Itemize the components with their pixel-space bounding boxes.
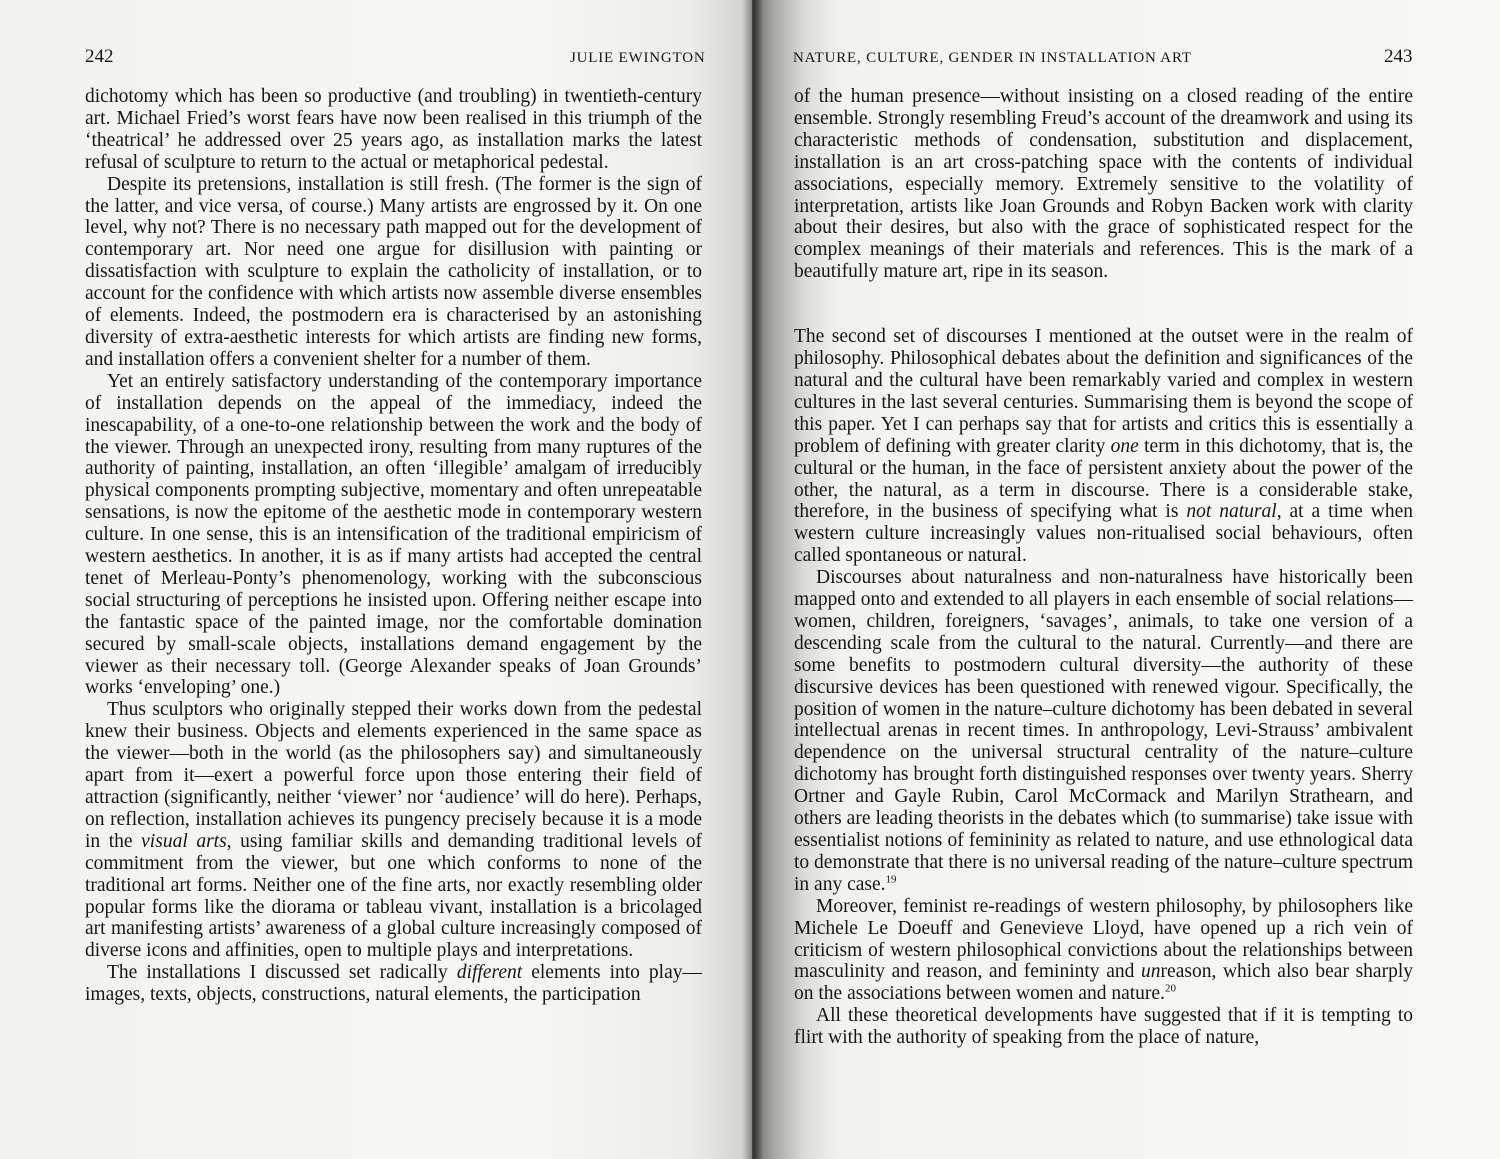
- emphasis: not natural: [1186, 501, 1277, 523]
- paragraph: of the human presence—without insisting on a closed reading of the entire ensemble. Strongly resembling Freud’s account of the dreamwork and using its characteristic methods of condensation, substitution and displacement, installation is an art cross-patching space with the contents of individual associations, especially memory. Extremely sensitive to the volatility of interpretation, artists like Joan Grounds and Robyn Backen work with clarity about their desires, but also with the grace of sophisticated respect for the complex meanings of their materials and references. This is the mark of a beautifully mature art, ripe in its season.: [794, 86, 1413, 283]
- left-page-number: 242: [85, 46, 114, 67]
- left-running-head: JULIE EWINGTON: [570, 50, 706, 66]
- emphasis: one: [1110, 435, 1139, 457]
- paragraph: The second set of discourses I mentioned at the outset were in the realm of philosophy. Philosophical debates about the definition and significances of the natural and the cultural have been remarkably varied and complex in western cultures in the last several centuries. Summarising them is beyond the scope of this paper. Yet I can perhaps say that for artists and critics this is essentially a problem of defining with greater clarity one term in this dichotomy, that is, the cultural or the human, in the face of persistent anxiety about the power of the other, the natural, as a term in discourse. There is a considerable stake, therefore, in the business of specifying what is not natural, at a time when western culture increasingly values non-ritualised social behaviours, often called spontaneous or natural.: [794, 326, 1414, 567]
- emphasis: un: [1141, 961, 1161, 983]
- right-page-number: 243: [1384, 46, 1413, 67]
- footnote-marker: 20: [1164, 982, 1176, 995]
- paragraph: Discourses about naturalness and non-naturalness have historically been mapped onto and extended to all players in each ensemble of social relations—women, children, foreigners, ‘savages’, animals, to take one version of a descending scale from the cultural to the natural. Currently—and there are some benefits to postmodern cultural diversity—the authority of these discursive devices has been questioned with renewed vigour. Specifically, the position of women in the nature–culture dichotomy has been debated in several intellectual arenas in recent times. In anthropology, Levi-Strauss’ ambivalent dependence on the universal structural centrality of the nature–culture dichotomy has brought forth distinguished responses over twenty years. Sherry Ortner and Gayle Rubin, Carol McCormack and Marilyn Strathearn, and others are leading theorists in the debates which (to summarise) take issue with essentialist notions of femininity as related to nature, and use ethnological data to demonstrate that there is no universal reading of the nature–culture spectrum in any case.$^{19}$: [794, 567, 1413, 895]
- footnote-marker: 19: [885, 873, 897, 886]
- emphasis: different: [456, 962, 523, 984]
- paragraph: dichotomy which has been so productive (and troubling) in twentieth-century art. Michael Fried’s worst fears have now been realised in this triumph of the ‘theatrical’ he addressed over 25 years ago, as installation marks the latest refusal of sculpture to return to the actual or metaphorical pedestal.: [85, 86, 702, 173]
- paragraph: Yet an entirely satisfactory understanding of the contemporary importance of installation depends on the appeal of the immediacy, indeed the inescapability, of a one-to-one relationship between the work and the body of the viewer. Through an unexpected irony, resulting from many ruptures of the authority of painting, installation, an often ‘illegible’ amalgam of irreducibly physical components prompting subjective, momentary and often unrepeatable sensations, is now the epitome of the aesthetic mode in contemporary western culture. In one sense, this is an intensification of the traditional empiricism of western aesthetics. In another, it is as if many artists had accepted the central tenet of Merleau-Ponty’s phenomenology, working with the subconscious social structuring of perceptions he insisted upon. Offering neither escape into the fantastic space of the painted image, nor the comfortable domination secured by small-scale objects, installations demand engagement by the viewer as their necessary toll. (George Alexander speaks of Joan Grounds’ works ‘enveloping’ one.): [85, 370, 702, 699]
- paragraph: Moreover, feminist re-readings of western philosophy, by philosophers like Michele Le Doeuff and Genevieve Lloyd, have opened up a rich vein of criticism of western philosophical convictions about the relationships between masculinity and reason, and femininty and unreason, which also bear sharply on the associations between women and nature.$^{20}$: [794, 895, 1414, 1005]
- left-text-column: [85, 86, 702, 1006]
- right-text-column: [794, 86, 1413, 1049]
- paragraph: Despite its pretensions, installation is still fresh. (The former is the sign of the latter, and vice versa, of course.) Many artists are engrossed by it. On one level, why not? There is no necessary path mapped out for the development of contemporary art. Nor need one argue for disillusion with painting or dissatisfaction with sculpture to explain the catholicity of installation, or to account for the confidence with which artists now assemble diverse ensembles of elements. Indeed, the postmodern era is characterised by an astonishing diversity of extra-aesthetic interests for which artists are finding new forms, and installation offers a convenient shelter for a number of them.: [85, 173, 702, 370]
- emphasis: visual arts: [141, 830, 227, 852]
- right-running-head: NATURE, CULTURE, GENDER IN INSTALLATION ART: [793, 50, 1192, 66]
- book-gutter: [742, 0, 764, 1159]
- paragraph: Thus sculptors who originally stepped their works down from the pedestal knew their business. Objects and elements experienced in the same space as the viewer—both in the world (as the philosophers say) and simultaneously apart from it—exert a powerful force upon those entering their field of attraction (significantly, neither ‘viewer’ nor ‘audience’ will do here). Perhaps, on reflection, installation achieves its pungency precisely because it is a mode in the visual arts, using familiar skills and demanding traditional levels of commitment from the viewer, but one which conforms to none of the traditional art forms. Neither one of the fine arts, nor exactly resembling older popular forms like the diorama or tableau vivant, installation is a bricolaged art manifesting artists’ awareness of a global culture increasingly composed of diverse icons and affinities, open to multiple plays and interpretations.: [85, 699, 702, 962]
- paragraph: The installations I discussed set radically different elements into play—images, texts, objects, constructions, natural elements, the participation: [85, 962, 703, 1006]
- paragraph: All these theoretical developments have suggested that if it is tempting to flirt with the authority of speaking from the place of nature,: [794, 1005, 1413, 1049]
